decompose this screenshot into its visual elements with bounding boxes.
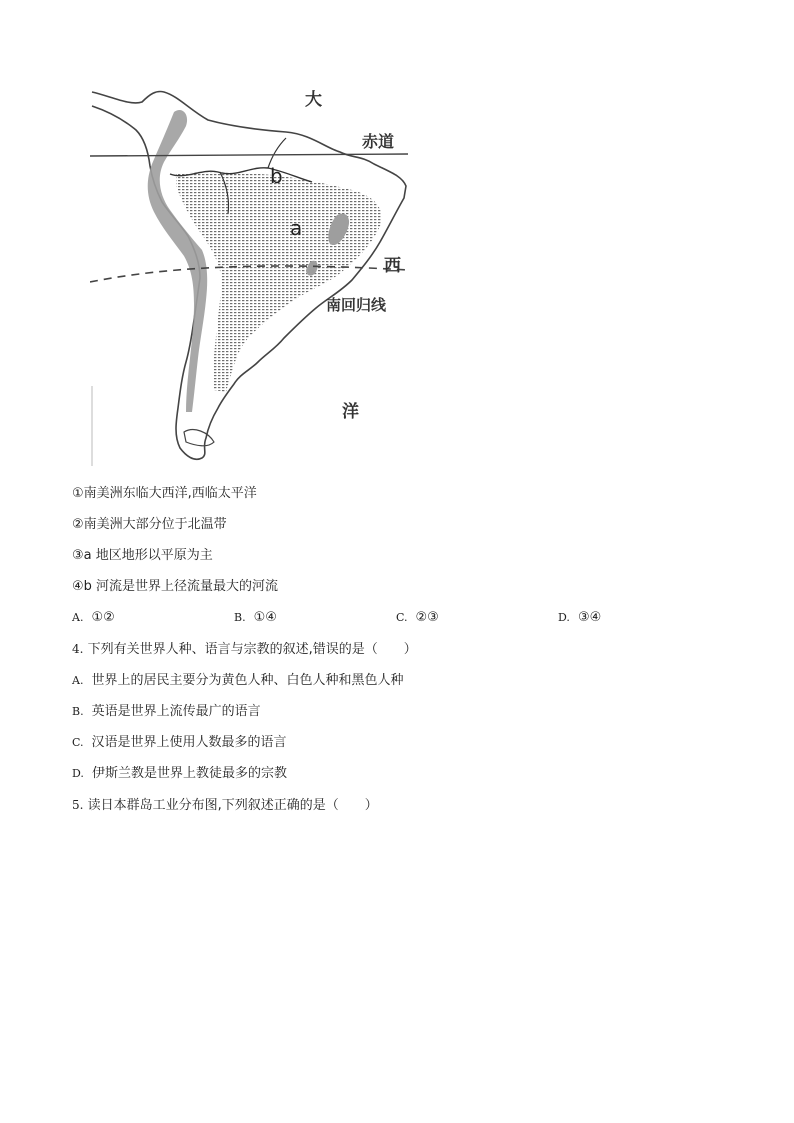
- option-text: 伊斯兰教是世界上教徒最多的宗教: [91, 766, 287, 781]
- option-key: A.: [72, 674, 84, 687]
- option-text: ②③: [415, 610, 439, 625]
- option-text: ①②: [91, 610, 115, 625]
- equator-line: [90, 154, 408, 156]
- statement-1: ①南美洲东临大西洋,西临太平洋: [72, 486, 257, 501]
- q3-option-a[interactable]: [72, 610, 115, 626]
- south-america-map: [90, 86, 408, 466]
- option-key: B.: [72, 705, 84, 718]
- option-text: 世界上的居民主要分为黄色人种、白色人种和黑色人种: [91, 673, 404, 688]
- label-yang: 洋: [342, 402, 359, 422]
- q5-number: 5.: [72, 798, 84, 812]
- q3-option-b[interactable]: [234, 610, 277, 626]
- map-graphic: [90, 86, 408, 466]
- q4-option-b[interactable]: [72, 704, 261, 720]
- q4-option-c[interactable]: [72, 735, 287, 751]
- label-xi: 西: [384, 256, 401, 276]
- option-text: ③④: [577, 610, 602, 625]
- option-key: D.: [558, 611, 570, 624]
- option-text: 汉语是世界上使用人数最多的语言: [91, 735, 287, 750]
- label-equator: 赤道: [362, 132, 395, 151]
- label-a: a: [290, 216, 303, 240]
- q4-option-d[interactable]: [72, 766, 287, 782]
- q5-stem-text: 读日本群岛工业分布图,下列叙述正确的是（ ）: [87, 798, 378, 813]
- q3-option-d[interactable]: [558, 610, 601, 626]
- label-tropic: 南回归线: [326, 296, 387, 314]
- option-key: C.: [396, 611, 408, 624]
- option-key: B.: [234, 611, 246, 624]
- statement-3: ③a 地区地形以平原为主: [72, 548, 213, 563]
- label-da: 大: [305, 90, 322, 110]
- statement-4: ④b 河流是世界上径流量最大的河流: [72, 579, 279, 594]
- statement-2: ②南美洲大部分位于北温带: [72, 517, 227, 532]
- option-key: D.: [72, 767, 84, 780]
- q3-option-c[interactable]: [396, 610, 439, 626]
- q4-stem-text: 下列有关世界人种、语言与宗教的叙述,错误的是（ ）: [87, 642, 417, 657]
- label-b: b: [270, 164, 283, 188]
- option-text: ①④: [253, 610, 277, 625]
- option-text: 英语是世界上流传最广的语言: [91, 704, 261, 719]
- q4-number: 4.: [72, 642, 84, 656]
- q4-stem: [72, 641, 417, 658]
- option-key: A.: [72, 611, 84, 624]
- tierra-del-fuego: [184, 430, 214, 446]
- q4-option-a[interactable]: [72, 673, 403, 689]
- option-key: C.: [72, 736, 84, 749]
- q5-stem: [72, 797, 378, 814]
